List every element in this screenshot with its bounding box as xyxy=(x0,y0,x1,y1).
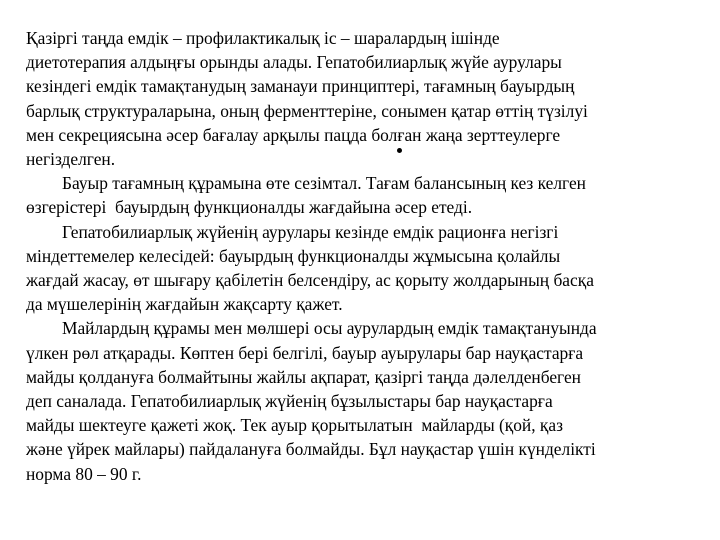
text-line: жағдай жасау, өт шығару қабілетін белсендіру, ас қорыту жолдарының басқа xyxy=(26,270,594,291)
paragraph-3 xyxy=(26,220,706,317)
paragraph-2 xyxy=(26,171,706,219)
text-line: негізделген. xyxy=(26,149,116,170)
document-body xyxy=(26,26,706,486)
text-line: Майлардың құрамы мен мөлшері осы аурулардың емдік тамақтануында xyxy=(62,318,597,339)
text-line: өзгерістері бауырдың функционалды жағдайына әсер етеді. xyxy=(26,197,473,218)
text-line: кезіндегі емдік тамақтанудың заманауи принциптері, тағамның бауырдың xyxy=(26,76,575,97)
text-line: деп саналада. Гепатобилиарлық жүйенің бұзылыстары бар науқастарға xyxy=(26,391,553,412)
text-line: майды қолдануға болмайтыны жайлы ақпарат, қазіргі таңда дәлелденбеген xyxy=(26,366,581,387)
text-line: үлкен рөл атқарады. Көптен бері белгілі, бауыр ауырулары бар науқастарға xyxy=(26,342,584,363)
paragraph-1 xyxy=(26,26,706,171)
text-line: міндеттемелер келесідей: бауырдың функционалды жұмысына қолайлы xyxy=(26,245,561,266)
text-line: барлық структураларына, оның ферменттеріне, сонымен қатар өттің түзілуі xyxy=(26,100,588,121)
stray-dot-mark xyxy=(397,148,402,153)
text-line: Бауыр тағамның құрамына өте сезімтал. Тағам балансының кез келген xyxy=(62,173,586,194)
text-line: және үйрек майлары) пайдалануға болмайды. Бұл науқастар үшін күнделікті xyxy=(26,439,596,460)
text-line: да мүшелерінің жағдайын жақсарту қажет. xyxy=(26,294,343,315)
paragraph-4 xyxy=(26,316,706,485)
text-line: норма 80 – 90 г. xyxy=(26,463,142,484)
text-line: Қазіргі таңда емдік – профилактикалық іс – шаралардың ішінде xyxy=(26,28,500,48)
text-line: диетотерапия алдыңғы орынды алады. Гепатобилиарлық жүйе аурулары xyxy=(26,52,562,73)
text-line: мен секрециясына әсер бағалау арқылы пацда болған жаңа зерттеулерге xyxy=(26,124,561,145)
text-line: Гепатобилиарлық жүйенің аурулары кезінде емдік рационға негізгі xyxy=(62,221,559,242)
text-line: майды шектеуге қажеті жоқ. Тек ауыр қорытылатын майларды (қой, қаз xyxy=(26,415,563,436)
